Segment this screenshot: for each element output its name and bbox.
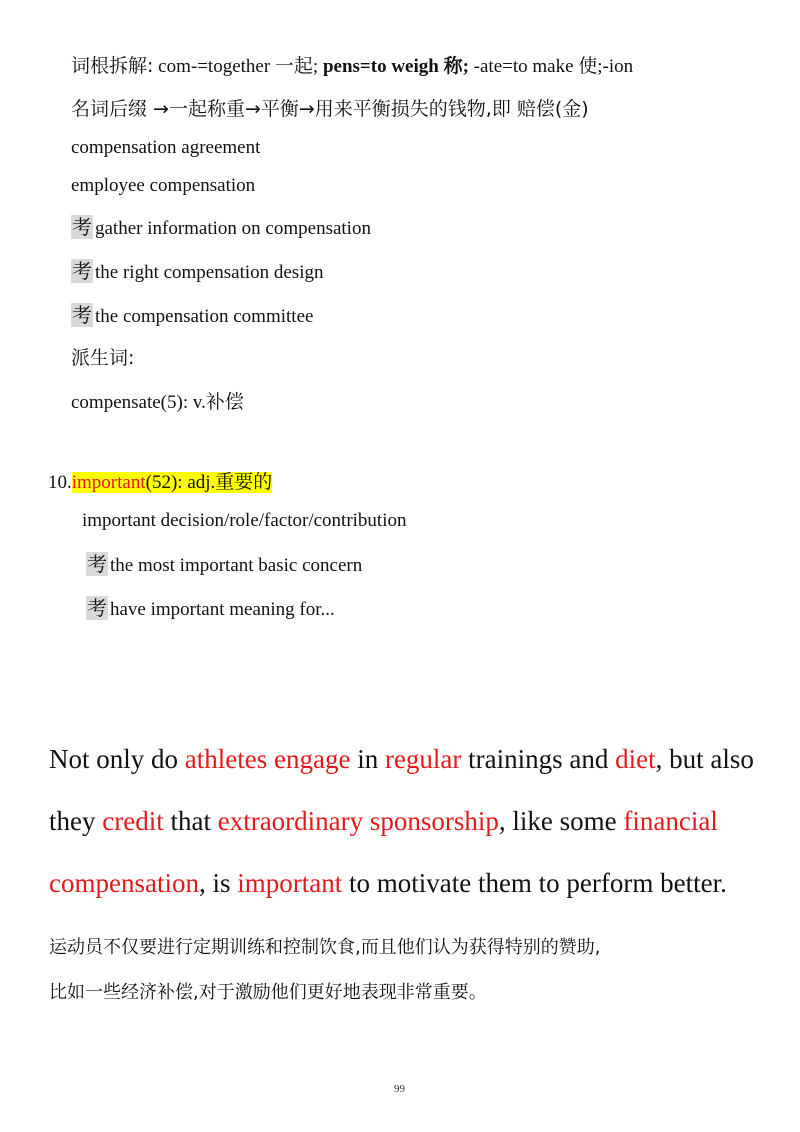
example-line-2 bbox=[49, 806, 718, 837]
entry-definition: (52): adj.重要的 bbox=[145, 472, 273, 493]
etymology-line bbox=[71, 51, 633, 78]
sentence-text: Not only do bbox=[49, 744, 185, 774]
exam-item-text: the right compensation design bbox=[95, 262, 324, 283]
exam-marker: 考 bbox=[72, 303, 92, 327]
exam-item bbox=[71, 255, 323, 284]
entry-highlight bbox=[72, 472, 273, 493]
exam-item-text: the compensation committee bbox=[95, 306, 314, 327]
example-line-1 bbox=[49, 744, 754, 775]
exam-marker: 考 bbox=[87, 596, 107, 620]
keyword: diet bbox=[615, 744, 656, 774]
etymology-part-pens: pens=to weigh 称; bbox=[322, 56, 469, 77]
exam-item-text: have important meaning for... bbox=[110, 599, 335, 620]
sentence-text: , like some bbox=[498, 806, 624, 836]
sentence-text: in bbox=[350, 744, 385, 774]
keyword: athletes engage bbox=[184, 744, 351, 774]
exam-marker: 考 bbox=[87, 552, 107, 576]
translation-line: 运动员不仅要进行定期训练和控制饮食,而且他们认为获得特别的赞助, bbox=[49, 937, 601, 958]
sentence-text: to motivate them to perform better. bbox=[342, 868, 727, 898]
collocation: important decision/role/factor/contribution bbox=[82, 510, 407, 531]
exam-item-text: gather information on compensation bbox=[95, 218, 371, 239]
page-number: 99 bbox=[394, 1083, 405, 1095]
exam-item bbox=[86, 548, 362, 577]
phrase-item: employee compensation bbox=[71, 175, 256, 196]
exam-item-text: the most important basic concern bbox=[110, 555, 363, 576]
sentence-text: they bbox=[49, 806, 103, 836]
exam-marker: 考 bbox=[72, 259, 92, 283]
keyword: financial bbox=[623, 806, 718, 836]
etymology-meaning: 名词后缀 →一起称重→平衡→用来平衡损失的钱物,即 赔偿(金) bbox=[71, 98, 589, 120]
keyword: compensation bbox=[49, 868, 199, 898]
entry-heading bbox=[48, 467, 272, 494]
sentence-text: that bbox=[163, 806, 218, 836]
etymology-label: 词根拆解: bbox=[71, 55, 154, 77]
derived-label: 派生词: bbox=[71, 347, 135, 369]
keyword: regular bbox=[384, 744, 462, 774]
example-line-3 bbox=[49, 868, 727, 899]
keyword: important bbox=[237, 868, 343, 898]
sentence-text: , is bbox=[198, 868, 238, 898]
entry-word: important bbox=[71, 472, 146, 493]
exam-item bbox=[71, 211, 371, 240]
derived-item: compensate(5): v.补偿 bbox=[71, 392, 244, 413]
phrase-item: compensation agreement bbox=[71, 137, 261, 158]
entry-number: 10. bbox=[48, 472, 72, 493]
keyword: credit bbox=[102, 806, 164, 836]
exam-marker: 考 bbox=[72, 215, 92, 239]
etymology-part-com: com-=together 一起; bbox=[158, 56, 319, 77]
exam-item bbox=[71, 299, 313, 328]
translation-line: 比如一些经济补偿,对于激励他们更好地表现非常重要。 bbox=[49, 982, 487, 1003]
exam-item bbox=[86, 592, 335, 621]
etymology-part-ate: -ate=to make 使;-ion bbox=[473, 56, 634, 77]
sentence-text: trainings and bbox=[461, 744, 616, 774]
keyword: extraordinary sponsorship bbox=[217, 806, 499, 836]
sentence-text: , but also bbox=[655, 744, 754, 774]
